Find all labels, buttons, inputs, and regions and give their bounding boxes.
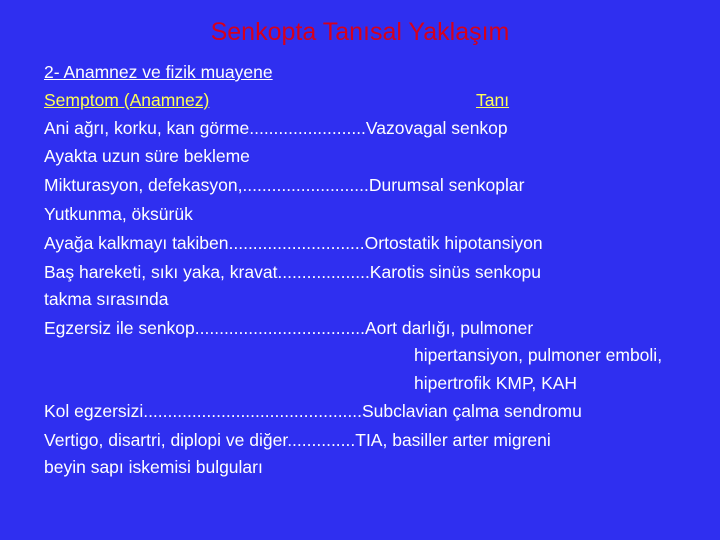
symptom-line: Mikturasyon, defekasyon,..........................Durumsal senkoplar [44,175,525,195]
slide-title: Senkopta Tanısal Yaklaşım [210,18,510,46]
symptom-line: Baş hareketi, sıkı yaka, kravat...................Karotis sinüs senkopu [44,262,542,282]
symptom-line: Yutkunma, öksürük [44,204,193,224]
symptom-line: takma sırasında [44,289,169,309]
column-right-header: Tanı [476,90,510,110]
symptom-line: beyin sapı iskemisi bulguları [44,457,263,477]
diagnosis-continuation: hipertansiyon, pulmoner emboli, [414,345,663,365]
symptom-line: Ayakta uzun süre bekleme [44,146,250,166]
symptom-line: Kol egzersizi.............................................Subclavian çalma sendromu [44,401,582,421]
diagnosis-continuation: hipertrofik KMP, KAH [414,373,578,393]
symptom-line: Egzersiz ile senkop...................................Aort darlığı, pulmoner [44,318,534,338]
symptom-line: Vertigo, disartri, diplopi ve diğer..............TIA, basiller arter migreni [44,430,551,450]
column-left-header: Semptom (Anamnez) [44,90,210,110]
symptom-line: Ani ağrı, korku, kan görme........................Vazovagal senkop [44,118,508,138]
section-heading: 2- Anamnez ve fizik muayene [44,62,273,82]
symptom-line: Ayağa kalkmayı takiben............................Ortostatik hipotansiyon [44,233,543,253]
